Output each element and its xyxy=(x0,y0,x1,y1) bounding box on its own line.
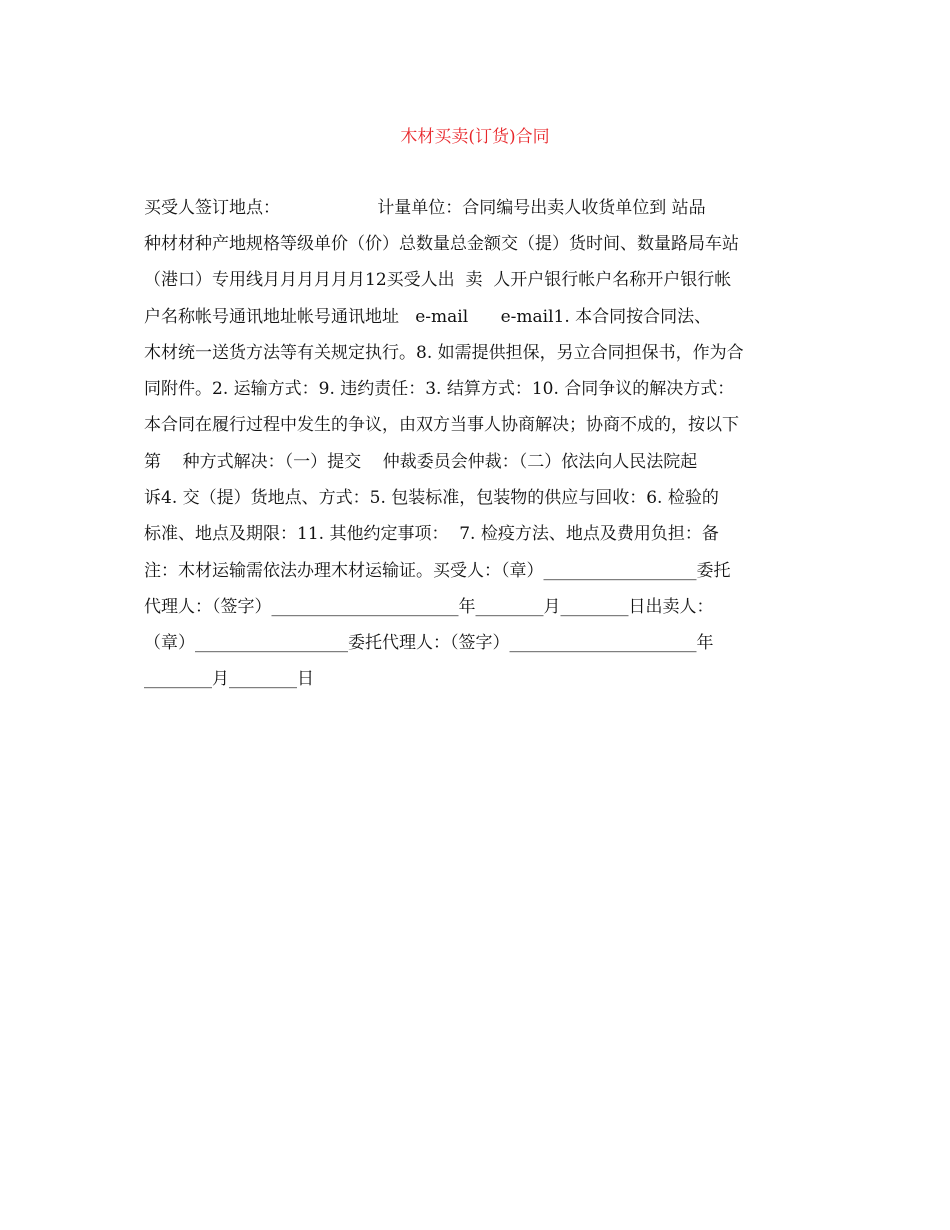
body-line-12: 代理人：（签字）______________________年________月________日出卖人： xyxy=(144,597,714,617)
body-line-11: 注：木材运输需依法办理木材运输证。买受人：（章）__________________委托 xyxy=(144,561,731,581)
body-line-13: （章）__________________委托代理人：（签字）______________________年 xyxy=(144,633,714,653)
body-line-10: 标准、地点及期限：11. 其他约定事项： 7. 检疫方法、地点及费用负担：备 xyxy=(144,524,719,544)
body-line-5: 木材统一送货方法等有关规定执行。8. 如需提供担保，另立合同担保书，作为合 xyxy=(144,343,744,363)
body-line-3: （港口）专用线月月月月月月12买受人出 卖 人开户银行帐户名称开户银行帐 xyxy=(144,270,732,290)
body-line-14: ________月________日 xyxy=(144,669,314,689)
document-title: 木材买卖(订货)合同 xyxy=(400,127,550,147)
body-line-4: 户名称帐号通讯地址帐号通讯地址 e-mail e-mail1. 本合同按合同法、 xyxy=(144,307,712,327)
body-line-9: 诉4. 交（提）货地点、方式：5. 包装标准，包装物的供应与回收：6. 检验的 xyxy=(144,488,719,508)
body-line-1: 买受人签订地点： 计量单位：合同编号出卖人收货单位到 站品 xyxy=(144,198,706,218)
body-line-2: 种材材种产地规格等级单价（价）总数量总金额交（提）货时间、数量路局车站 xyxy=(144,234,739,254)
body-line-7: 本合同在履行过程中发生的争议，由双方当事人协商解决；协商不成的，按以下 xyxy=(144,415,739,435)
body-line-8: 第 种方式解决：（一）提交 仲裁委员会仲裁：（二）依法向人民法院起 xyxy=(144,452,698,472)
body-line-6: 同附件。2. 运输方式：9. 违约责任：3. 结算方式：10. 合同争议的解决方式： xyxy=(144,379,735,399)
